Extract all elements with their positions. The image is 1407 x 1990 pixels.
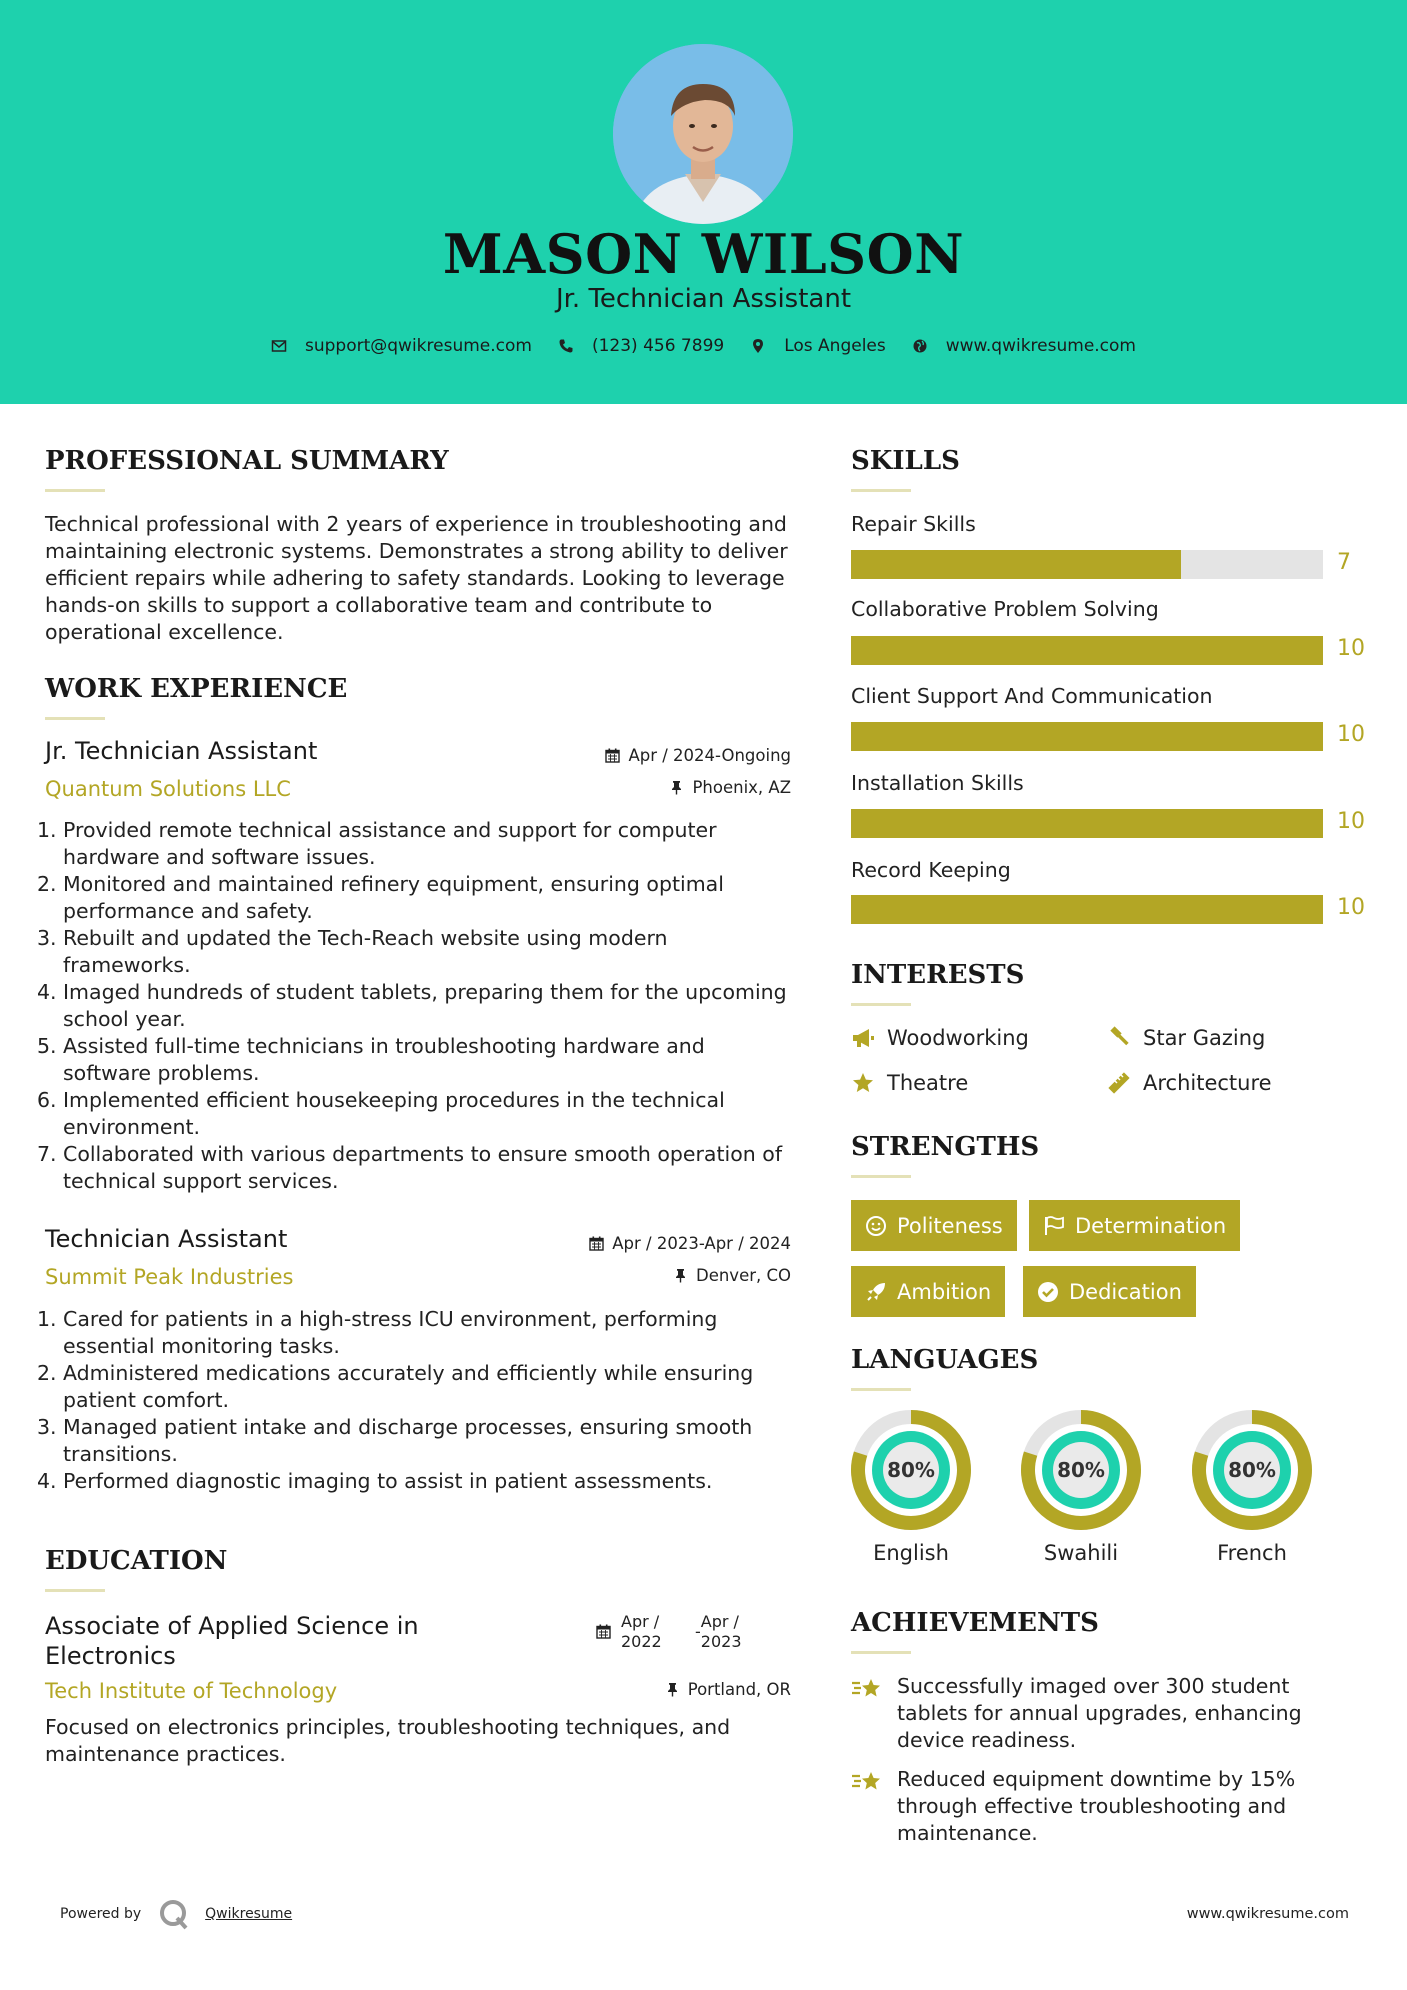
education-rule	[45, 1589, 105, 1592]
achievements-heading: ACHIEVEMENTS	[851, 1608, 1099, 1638]
language-name: French	[1217, 1541, 1287, 1565]
skill-bar	[851, 550, 1323, 579]
list-item: 3. Rebuilt and updated the Tech-Reach website using modern frameworks.	[37, 926, 668, 977]
job-dates-text: Apr / 2023-Apr / 2024	[612, 1234, 791, 1253]
education-dates	[596, 1612, 742, 1652]
strengths-heading: STRENGTHS	[851, 1132, 1040, 1162]
company-name: Summit Peak Industries	[45, 1265, 294, 1289]
contact-email[interactable]	[271, 336, 532, 356]
pushpin-icon	[665, 1682, 680, 1697]
website-text: www.qwikresume.com	[945, 336, 1136, 356]
achievements-rule	[851, 1651, 911, 1654]
skill-value: 7	[1337, 550, 1351, 575]
list-item: 2. Administered medications accurately and efficiently while ensuring patient comfort.	[37, 1361, 754, 1412]
phone-text: (123) 456 7899	[591, 336, 725, 356]
experience-rule	[45, 717, 105, 720]
language-ring	[1020, 1409, 1142, 1531]
job-location	[560, 1266, 791, 1285]
shooting-star-icon	[851, 1675, 885, 1705]
skill-value: 10	[1337, 636, 1365, 661]
map-marker-icon	[750, 338, 766, 354]
interest-item: Architecture	[1107, 1071, 1272, 1095]
languages-rule	[851, 1388, 911, 1391]
skill-bar	[851, 809, 1323, 838]
resume-header	[0, 0, 1407, 404]
job-dates-text: Apr / 2024-Ongoing	[628, 746, 791, 765]
interests-rule	[851, 1003, 911, 1006]
strength-badge: Ambition	[851, 1266, 1005, 1317]
envelope-icon	[271, 338, 287, 354]
skill-value: 10	[1337, 895, 1365, 920]
achievement-text: Reduced equipment downtime by 15% through effective troubleshooting and maintenance.	[897, 1767, 1296, 1845]
qwikresume-link[interactable]: Qwikresume	[205, 1906, 293, 1922]
skill-bar-fill	[851, 722, 1323, 751]
interests-heading: INTERESTS	[851, 960, 1025, 990]
achievement-item	[851, 1766, 1321, 1847]
contact-location	[750, 336, 886, 356]
calendar-icon	[605, 748, 620, 763]
contact-bar	[0, 336, 1407, 356]
achievement-text: Successfully imaged over 300 student tablets for annual upgrades, enhancing device readiness.	[897, 1674, 1302, 1752]
language-item	[1020, 1409, 1142, 1565]
strength-badge: Dedication	[1023, 1266, 1196, 1317]
language-name: Swahili	[1043, 1541, 1119, 1565]
skill-value: 10	[1337, 722, 1365, 747]
qwikresume-logo-icon	[157, 1897, 191, 1931]
date-separator: -	[695, 1622, 701, 1641]
language-name: English	[873, 1541, 949, 1565]
calendar-icon	[596, 1624, 611, 1639]
pushpin-icon	[669, 780, 684, 795]
achievement-item	[851, 1673, 1321, 1754]
strengths-rule	[851, 1175, 911, 1178]
megaphone-icon	[851, 1026, 875, 1050]
job-title: Technician Assistant	[45, 1225, 288, 1253]
profile-photo	[613, 44, 793, 224]
education-end-date: Apr / 2023	[700, 1612, 742, 1651]
skill-bar	[851, 895, 1323, 924]
skill-label: Collaborative Problem Solving	[851, 597, 1159, 621]
skill-value: 10	[1337, 809, 1365, 834]
skill-bar	[851, 636, 1323, 665]
job-location-text: Phoenix, AZ	[692, 778, 791, 797]
education-description: Focused on electronics principles, troubleshooting techniques, and maintenance practices.	[45, 1715, 731, 1766]
location-text: Los Angeles	[784, 336, 886, 356]
list-item: 1. Provided remote technical assistance and support for computer hardware and software issues.	[37, 818, 717, 869]
list-item: 4. Imaged hundreds of student tablets, preparing them for the upcoming school year.	[37, 980, 787, 1031]
footer-branding	[60, 1897, 292, 1931]
list-item: 5. Assisted full-time technicians in troubleshooting hardware and software problems.	[37, 1034, 705, 1085]
phone-icon	[558, 338, 574, 354]
shooting-star-icon	[851, 1768, 885, 1798]
job-title: Jr. Technician Assistant	[45, 737, 318, 765]
skill-bar-fill	[851, 809, 1323, 838]
summary-rule	[45, 489, 105, 492]
language-item	[850, 1409, 972, 1565]
skills-rule	[851, 489, 911, 492]
list-item: 1. Cared for patients in a high-stress ICU environment, performing essential monitoring tasks.	[37, 1307, 718, 1358]
strength-badge: Politeness	[851, 1200, 1017, 1251]
education-heading: EDUCATION	[45, 1546, 228, 1576]
pushpin-icon	[673, 1268, 688, 1283]
company-name: Quantum Solutions LLC	[45, 777, 291, 801]
job-dates	[520, 1234, 791, 1253]
job-location	[560, 778, 791, 797]
skill-label: Repair Skills	[851, 512, 976, 536]
skill-bar-fill	[851, 895, 1323, 924]
summary-heading: PROFESSIONAL SUMMARY	[45, 446, 449, 476]
interest-item: Woodworking	[851, 1026, 1029, 1050]
summary-text: Technical professional with 2 years of experience in troubleshooting and maintaining electronic systems. Demonstrates a strong ability to deliver efficient repairs while adhering to safety standards. Looking to leverage hands-on skills to support a collaborative team and contribute to operational excellence.	[45, 512, 788, 644]
check-circle-icon	[1037, 1281, 1059, 1303]
ruler-icon	[1107, 1071, 1131, 1095]
list-item: 3. Managed patient intake and discharge processes, ensuring smooth transitions.	[37, 1415, 753, 1466]
school-name: Tech Institute of Technology	[45, 1679, 338, 1703]
education-location	[560, 1680, 791, 1699]
job-bullets	[37, 1306, 795, 1495]
skill-label: Installation Skills	[851, 771, 1024, 795]
star-icon	[851, 1071, 875, 1095]
skill-label: Record Keeping	[851, 858, 1011, 882]
strength-badge: Determination	[1029, 1200, 1240, 1251]
degree-title: Associate of Applied Science in Electronics	[45, 1612, 419, 1670]
language-percent: 80%	[1228, 1458, 1276, 1482]
calendar-icon	[589, 1236, 604, 1251]
flag-icon	[1043, 1215, 1065, 1237]
rocket-icon	[865, 1281, 887, 1303]
skills-heading: SKILLS	[851, 446, 960, 476]
gavel-icon	[1107, 1026, 1131, 1050]
interest-item: Star Gazing	[1107, 1026, 1265, 1050]
experience-heading: WORK EXPERIENCE	[45, 674, 348, 704]
job-location-text: Denver, CO	[695, 1266, 791, 1285]
contact-website[interactable]	[912, 336, 1136, 356]
list-item: 7. Collaborated with various departments to ensure smooth operation of technical support services.	[37, 1142, 783, 1193]
email-text: support@qwikresume.com	[305, 336, 532, 356]
contact-phone[interactable]	[558, 336, 724, 356]
list-item: 4. Performed diagnostic imaging to assist in patient assessments.	[37, 1469, 713, 1493]
language-item	[1191, 1409, 1313, 1565]
language-percent: 80%	[1057, 1458, 1105, 1482]
candidate-title: Jr. Technician Assistant	[555, 284, 852, 314]
interest-item: Theatre	[851, 1071, 968, 1095]
skill-bar-fill	[851, 550, 1181, 579]
language-ring	[1191, 1409, 1313, 1531]
job-dates	[520, 746, 791, 765]
smile-icon	[865, 1215, 887, 1237]
education-start-date: Apr / 2022	[621, 1612, 662, 1651]
candidate-name: MASON WILSON	[442, 222, 965, 286]
languages-heading: LANGUAGES	[851, 1345, 1039, 1375]
education-location-text: Portland, OR	[687, 1680, 791, 1699]
language-ring	[850, 1409, 972, 1531]
skill-label: Client Support And Communication	[851, 684, 1213, 708]
language-percent: 80%	[887, 1458, 935, 1482]
globe-icon	[912, 338, 928, 354]
skill-bar	[851, 722, 1323, 751]
list-item: 2. Monitored and maintained refinery equipment, ensuring optimal performance and safety.	[37, 872, 724, 923]
list-item: 6. Implemented efficient housekeeping procedures in the technical environment.	[37, 1088, 725, 1139]
powered-by-label: Powered by	[60, 1906, 142, 1922]
job-bullets	[37, 817, 795, 1195]
footer-site-link[interactable]: www.qwikresume.com	[1186, 1906, 1349, 1922]
skill-bar-fill	[851, 636, 1323, 665]
